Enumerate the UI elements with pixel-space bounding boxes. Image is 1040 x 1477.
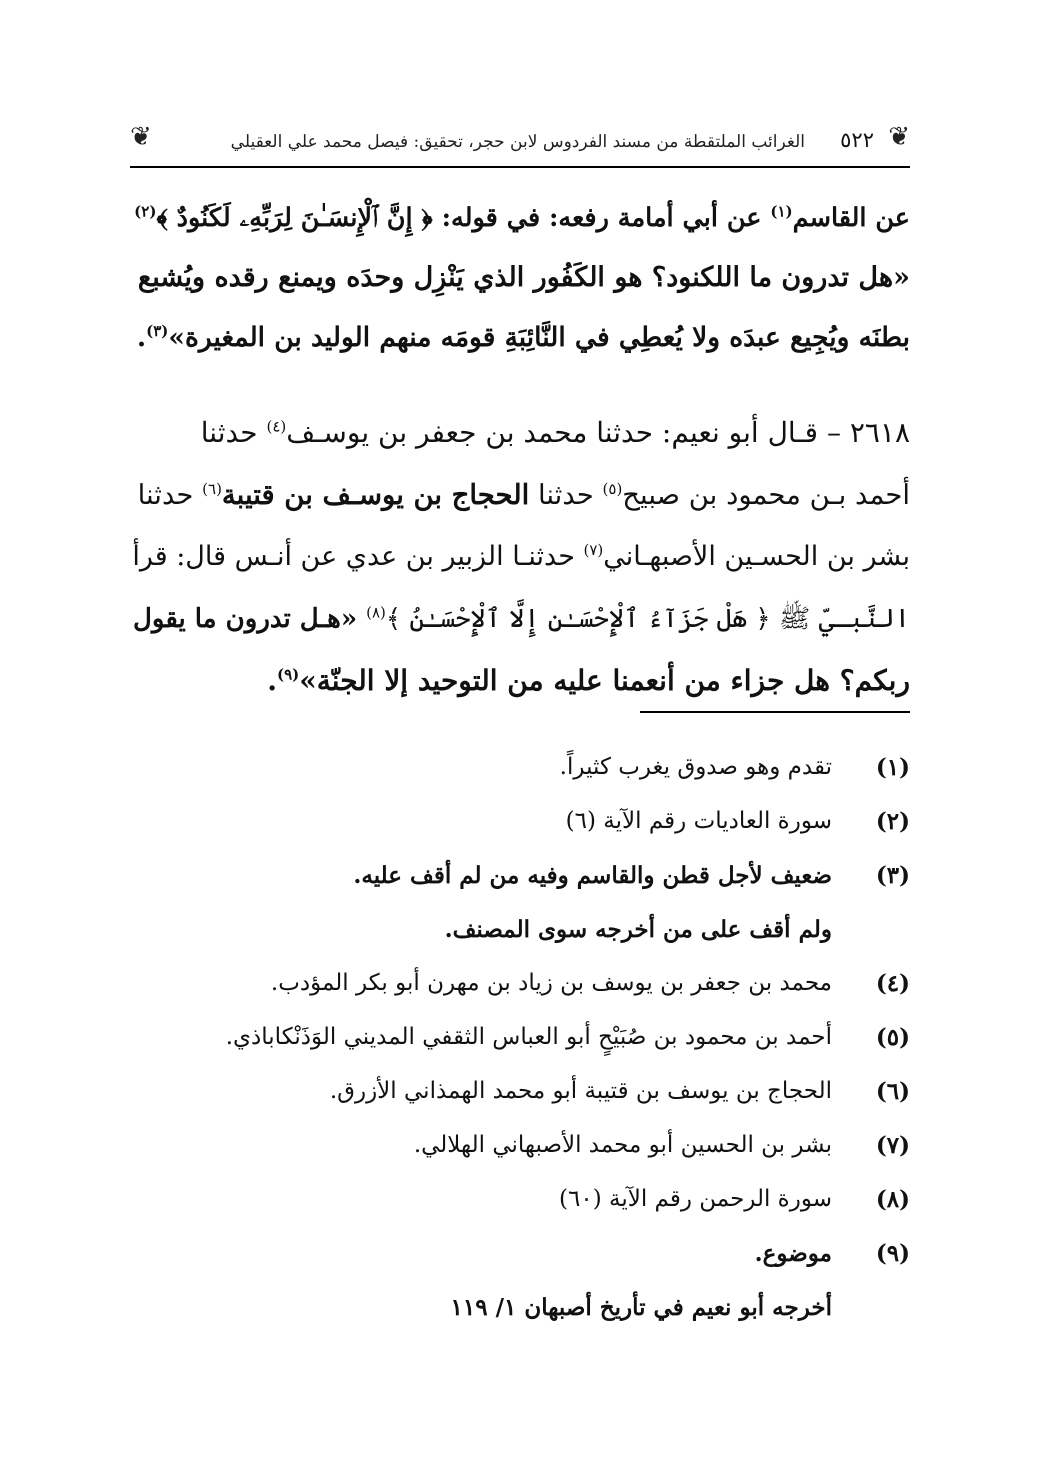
footnote-item	[130, 740, 910, 794]
footnotes	[130, 740, 910, 1334]
text-line	[130, 402, 910, 464]
text-segment: .	[136, 322, 147, 353]
footnote-ref: (١)	[770, 202, 793, 221]
footnote-number: (٥)	[875, 1023, 910, 1051]
narrator-name: الحجاج بن يوسـف بن قتيبة	[221, 479, 530, 511]
text-segment: حدثنا	[200, 416, 267, 449]
footnote-text: موضوع.	[754, 1239, 832, 1267]
footnote-item	[130, 848, 910, 902]
footnote-item	[130, 1064, 910, 1118]
text-segment: .	[267, 664, 277, 697]
footnote-item	[130, 794, 910, 848]
quran-verse: عن أبي أمامة رفعه: في قوله: ﴿ إِنَّ ٱلْإِنسَـٰنَ لِرَبِّهِۦ لَكَنُودٌ ﴾	[156, 203, 771, 233]
footnote-continuation: ولم أقف على من أخرجه سوى المصنف.	[444, 915, 832, 943]
text-line	[130, 526, 910, 588]
page-header	[130, 120, 910, 180]
footnote-item	[130, 1010, 910, 1064]
footnote-item	[130, 1118, 910, 1172]
footnote-ref: (٢)	[134, 202, 157, 221]
text-line	[130, 588, 910, 650]
text-line	[130, 464, 910, 526]
text-line	[130, 650, 910, 712]
footnote-item	[130, 956, 910, 1010]
text-segment: عن القاسم	[792, 203, 910, 233]
footnote-ref: (٤)	[266, 417, 287, 436]
footnote-ref: (٦)	[202, 479, 222, 498]
hadith-text: ربكم؟ هل جزاء من أنعمنا عليه من التوحيد إلا الجنّة»	[299, 664, 910, 697]
text-segment: ٢٦١٨ – قـال أبو نعيم: حدثنا محمد بن جعفر بن يوسـف	[286, 416, 910, 449]
text-line: «هل تدرون ما اللكنود؟ هو الكَفُور الذي يَنْزِل وحدَه ويمنع رقده ويُشبع	[137, 262, 910, 293]
text-segment: بطنَه ويُجِيع عبدَه ولا يُعطِي في النَّائِبَةِ قومَه منهم الوليد بن المغيرة»	[168, 322, 910, 353]
footnote-number: (٢)	[875, 807, 910, 835]
header-ornament-left-icon: ❦	[130, 122, 152, 152]
footnote-ref: (٧)	[583, 541, 604, 559]
footnote-text: سورة الرحمن رقم الآية (٦٠)	[559, 1186, 832, 1212]
footnote-number: (٦)	[875, 1077, 910, 1105]
footnote-text: محمد بن جعفر بن يوسف بن زياد بن مهرن أبو بكر المؤدب.	[270, 970, 832, 996]
text-line	[130, 308, 910, 368]
quran-verse: النَّبـيّ ﷺ ﴿ هَلْ جَزَآءُ ٱلْإِحْسَـٰنِ إِلَّا ٱلْإِحْسَـٰنُ ﴾	[385, 604, 910, 634]
footnote-number: (٣)	[875, 861, 910, 889]
footnote-number: (٧)	[875, 1131, 910, 1159]
text-segment: حدثنا	[529, 479, 603, 511]
text-line	[130, 188, 910, 248]
footnote-ref: (٥)	[602, 479, 623, 498]
paragraph-continuation	[130, 188, 910, 368]
text-segment: حدثنـا الزبير بن عدي عن أنـس قال: قرأ	[132, 541, 584, 572]
footnote-ref: (٣)	[146, 322, 169, 341]
header-ornament-right-icon: ❦	[888, 122, 910, 152]
hadith-2618	[130, 402, 910, 712]
footnote-number: (١)	[875, 753, 910, 781]
footnote-item	[130, 1172, 910, 1226]
footnote-text: تقدم وهو صدوق يغرب كثيراً.	[559, 754, 832, 780]
footnote-number: (٩)	[875, 1239, 910, 1267]
footnote-ref: (٩)	[276, 665, 300, 684]
header-rule	[130, 166, 910, 168]
text-segment: أحمد بـن محمود بن صبيح	[622, 479, 910, 511]
footnote-continuation: أخرجه أبو نعيم في تأريخ أصبهان ١/ ١١٩	[450, 1293, 832, 1321]
footnote-number: (٨)	[875, 1185, 910, 1213]
footnote-number: (٤)	[875, 969, 910, 997]
footnote-ref: (٨)	[366, 603, 386, 622]
hadith-text: «هـل تدرون ما يقول	[133, 604, 367, 634]
footnote-item	[130, 1226, 910, 1280]
footnote-text: الحجاج بن يوسف بن قتيبة أبو محمد الهمذاني الأزرق.	[329, 1078, 832, 1104]
footnote-separator	[640, 711, 910, 713]
running-title: الغرائب الملتقطة من مسند الفردوس لابن حجر، تحقيق: فيصل محمد علي العقيلي	[230, 132, 805, 152]
footnote-text: بشر بن الحسين أبو محمد الأصبهاني الهلالي.	[413, 1132, 832, 1158]
footnote-text: سورة العاديات رقم الآية (٦)	[565, 808, 832, 834]
text-segment: حدثنا	[137, 479, 203, 511]
page-number: ٥٢٢	[840, 128, 874, 152]
text-segment: بشر بن الحسـين الأصبهـاني	[603, 541, 910, 572]
footnote-text: أحمد بن محمود بن صُبَيْحٍ أبو العباس الثقفي المديني الوَذَنْكاباذي.	[225, 1024, 832, 1050]
footnote-text: ضعيف لأجل قطن والقاسم وفيه من لم أقف عليه.	[353, 861, 832, 889]
